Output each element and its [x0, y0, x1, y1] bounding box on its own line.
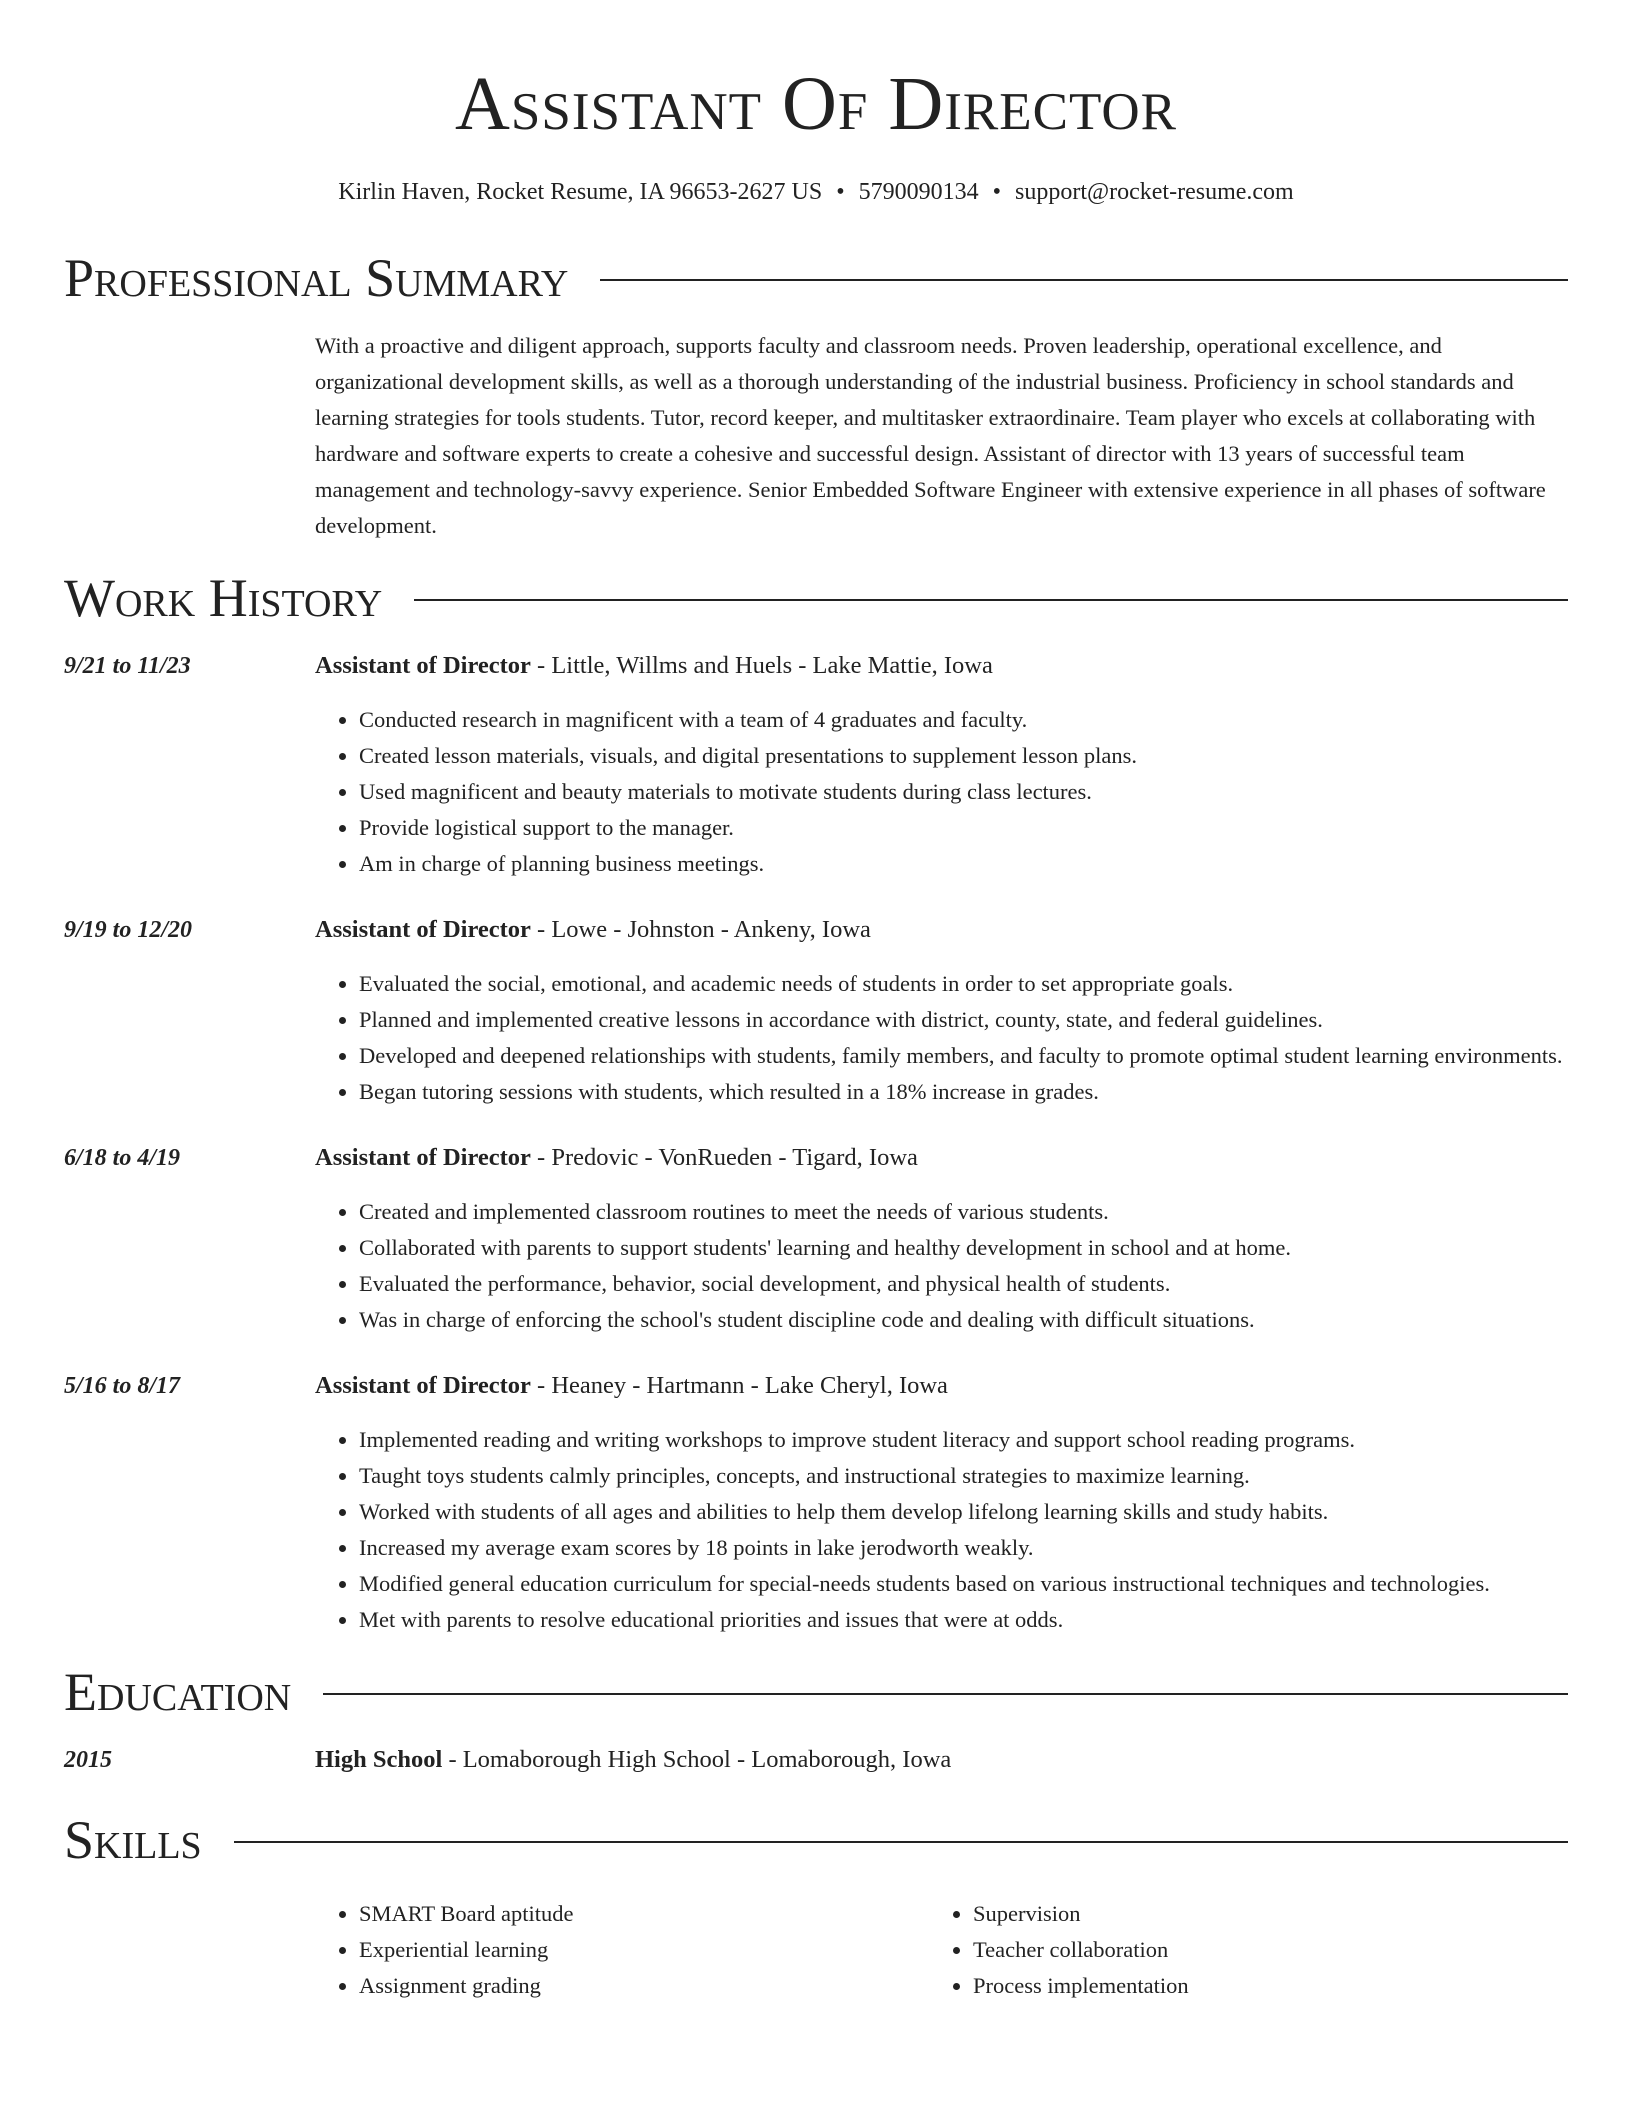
contact-email[interactable]: support@rocket-resume.com — [1015, 179, 1294, 205]
contact-separator: • — [992, 179, 1002, 205]
job-title: Assistant of Director — [315, 1144, 531, 1171]
section-divider — [234, 1841, 1568, 1843]
job-title-line — [315, 1368, 1568, 1404]
job-bullet: • Modified general education curriculum for special-needs students based on various instructional techniques and technologies. — [359, 1566, 1568, 1602]
education-section-header — [64, 1660, 1568, 1724]
skill-item: • SMART Board aptitude — [359, 1896, 929, 1932]
contact-separator: • — [836, 179, 845, 205]
job-date: 9/19 to 12/20 — [64, 917, 193, 943]
job-bullet: • Evaluated the performance, behavior, social development, and physical health of students. — [359, 1266, 1568, 1302]
education-title: High School — [315, 1746, 443, 1773]
job-title-line — [315, 912, 1568, 948]
job-bullet: • Worked with students of all ages and abilities to help them develop lifelong learning skills and study habits. — [359, 1494, 1568, 1530]
contact-phone: 5790090134 — [858, 179, 979, 205]
section-divider — [600, 279, 1568, 281]
job-details: - Little, Willms and Huels - Lake Mattie, Iowa — [530, 652, 993, 679]
job-entry — [64, 1140, 1568, 1338]
job-bullet: • Provide logistical support to the manager. — [359, 810, 1568, 846]
job-details: - Predovic - VonRueden - Tigard, Iowa — [530, 1144, 918, 1171]
skills-column-right — [929, 1896, 1473, 2004]
work-section-header — [64, 566, 1568, 630]
job-bullet: • Collaborated with parents to support students' learning and healthy development in school and at home. — [359, 1230, 1568, 1266]
job-entry — [64, 912, 1568, 1110]
job-bullet: • Am in charge of planning business meetings. — [359, 846, 1568, 882]
job-bullet: • Was in charge of enforcing the school's student discipline code and dealing with difficult situations. — [359, 1302, 1568, 1338]
resume-name: Assistant Of Director — [454, 62, 1178, 146]
job-title: Assistant of Director — [315, 916, 531, 943]
skill-item: • Supervision — [973, 1896, 1473, 1932]
education-details: - Lomaborough High School - Lomaborough, Iowa — [442, 1746, 952, 1773]
job-bullets — [315, 966, 1568, 1110]
job-bullet: • Evaluated the social, emotional, and academic needs of students in order to set appropriate goals. — [359, 966, 1568, 1002]
job-bullet: • Developed and deepened relationships with students, family members, and faculty to promote optimal student learning environments. — [359, 1038, 1568, 1074]
job-bullet: • Conducted research in magnificent with a team of 4 graduates and faculty. — [359, 702, 1568, 738]
summary-section-header — [64, 246, 1568, 310]
skill-item: • Assignment grading — [359, 1968, 929, 2004]
skills-section-header — [64, 1808, 1568, 1872]
job-details: - Heaney - Hartmann - Lake Cheryl, Iowa — [530, 1372, 948, 1399]
job-bullets — [315, 1422, 1568, 1638]
job-bullet: • Used magnificent and beauty materials to motivate students during class lectures. — [359, 774, 1568, 810]
job-bullet: • Planned and implemented creative lessons in accordance with district, county, state, and federal guidelines. — [359, 1002, 1568, 1038]
job-bullets — [315, 1194, 1568, 1338]
resume-page — [64, 0, 1568, 2004]
contact-address: Kirlin Haven, Rocket Resume, IA 96653-2627 US — [338, 179, 823, 205]
job-entry — [64, 1368, 1568, 1638]
education-heading: Education — [64, 1662, 292, 1722]
job-date: 5/16 to 8/17 — [64, 1373, 181, 1399]
job-bullet: • Created and implemented classroom routines to meet the needs of various students. — [359, 1194, 1568, 1230]
job-details: - Lowe - Johnston - Ankeny, Iowa — [530, 916, 871, 943]
job-bullet: • Increased my average exam scores by 18 points in lake jerodworth weakly. — [359, 1530, 1568, 1566]
section-divider — [414, 599, 1568, 601]
skill-item: • Teacher collaboration — [973, 1932, 1473, 1968]
job-bullet: • Implemented reading and writing workshops to improve student literacy and support school reading programs. — [359, 1422, 1568, 1458]
skills-list — [315, 1896, 1568, 2004]
education-date: 2015 — [64, 1747, 112, 1773]
contact-line — [64, 176, 1568, 208]
summary-text: With a proactive and diligent approach, supports faculty and classroom needs. Proven leadership, operational excellence, and organizational development skills, as well as a thorough understanding of the industrial business. Proficiency in school standards and learning strategies for tools students. Tutor, record keeper, and multitasker extraordinaire. Team player who excels at collaborating with hardware and software experts to create a cohesive and successful design. Assistant of director with 13 years of successful team management and technology-savvy experience. Senior Embedded Software Engineer with extensive experience in all phases of software development. — [315, 333, 1546, 538]
job-title-line — [315, 648, 1568, 684]
skills-column-left — [315, 1896, 929, 2004]
summary-heading: Professional Summary — [64, 248, 569, 308]
skill-item: • Experiential learning — [359, 1932, 929, 1968]
job-title-line — [315, 1140, 1568, 1176]
job-entry — [64, 648, 1568, 882]
skills-heading: Skills — [64, 1810, 202, 1870]
education-title-line — [315, 1742, 1568, 1778]
job-title: Assistant of Director — [315, 1372, 531, 1399]
job-bullet: • Taught toys students calmly principles, concepts, and instructional strategies to maximize learning. — [359, 1458, 1568, 1494]
job-date: 9/21 to 11/23 — [64, 653, 191, 679]
job-bullets — [315, 702, 1568, 882]
job-bullet: • Began tutoring sessions with students, which resulted in a 18% increase in grades. — [359, 1074, 1568, 1110]
skill-item: • Process implementation — [973, 1968, 1473, 2004]
job-bullet: • Created lesson materials, visuals, and digital presentations to supplement lesson plans. — [359, 738, 1568, 774]
work-heading: Work History — [64, 568, 383, 628]
job-bullet: • Met with parents to resolve educational priorities and issues that were at odds. — [359, 1602, 1568, 1638]
education-entry — [64, 1742, 1568, 1778]
job-title: Assistant of Director — [315, 652, 531, 679]
job-date: 6/18 to 4/19 — [64, 1145, 181, 1171]
section-divider — [323, 1693, 1568, 1695]
